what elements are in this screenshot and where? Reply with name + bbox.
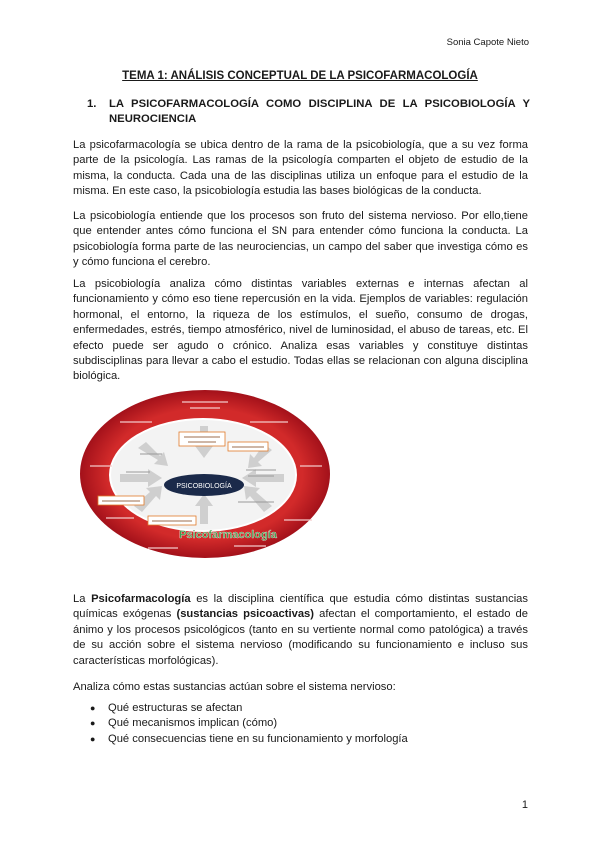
section-number: 1. (87, 98, 97, 110)
definition-term: Psicofarmacología (91, 593, 191, 605)
definition-pre: La (73, 593, 92, 605)
center-label: PSICOBIOLOGÍA (176, 483, 232, 490)
ring-label: Psicofarmacología (179, 529, 277, 541)
definition-mid: es la disciplina científica que estudia cómo distintas sustancias químicas exógenas (73, 593, 528, 621)
paragraph: La psicobiología entiende que los procesos son fruto del sistema nervioso. Por ello,tiene que entender antes cómo funciona el SN para entender cómo funciona la conducta. La psicobiología forma parte de las neurociencias, un campo del saber que investiga cómo es y cómo funciona el cerebro. (73, 210, 528, 269)
page-title: TEMA 1: ANÁLISIS CONCEPTUAL DE LA PSICOFARMACOLOGÍA (122, 70, 478, 82)
definition-post: afectan el comportamiento, el estado de ánimo y los procesos psicológicos (tanto en su vertiente normal como patológica) a través de su acción sobre el sistema nervioso (modificando su funcionamiento e incluso sus características morfológicas). (73, 608, 528, 667)
definition-paragraph (73, 592, 528, 669)
author-name: Sonia Capote Nieto (446, 37, 529, 48)
list-item: ● Qué estructuras se afectan (90, 701, 408, 716)
definition-term-2: (sustancias psicoactivas) (176, 608, 315, 621)
psychobiology-diagram (78, 388, 332, 560)
paragraph: La psicobiología analiza cómo distintas variables externas e internas afectan al funcionamiento y cómo eso tiene repercusión en la vida. Ejemplos de variables: regulación hormonal, el entorno, la riqueza de los estímulos, el sueño, consumo de drogas, enfermedades, estrés, tiempo atmosférico, nivel de luminosidad, el abuso de tareas, etc. El efecto puede ser agudo o crónico. Analiza esas variables y constituye distintas subdisciplinas para llevar a cabo el estudio. Todas ellas se relacionan con alguna disciplina biológica. (73, 278, 528, 383)
list-item: ● Qué consecuencias tiene en su funcionamiento y morfología (90, 732, 408, 747)
section-heading (87, 97, 530, 127)
section-heading-text: LA PSICOFARMACOLOGÍA COMO DISCIPLINA DE LA PSICOBIOLOGÍA Y NEUROCIENCIA (109, 98, 530, 125)
list-intro: Analiza cómo estas sustancias actúan sobre el sistema nervioso: (73, 681, 396, 693)
paragraph: La psicofarmacología se ubica dentro de la rama de la psicobiología, que a su vez forma parte de la psicología. Las ramas de la psicología comparten el objeto de estudio de la misma, la conducta. Cada una de las disciplinas utiliza un enfoque para el estudio de la misma. En este caso, la psicobiología estudia las bases biológicas de la conducta. (73, 139, 528, 198)
bullet-list (90, 701, 408, 747)
page-number: 1 (521, 799, 528, 811)
list-item: ● Qué mecanismos implican (cómo) (90, 716, 408, 731)
